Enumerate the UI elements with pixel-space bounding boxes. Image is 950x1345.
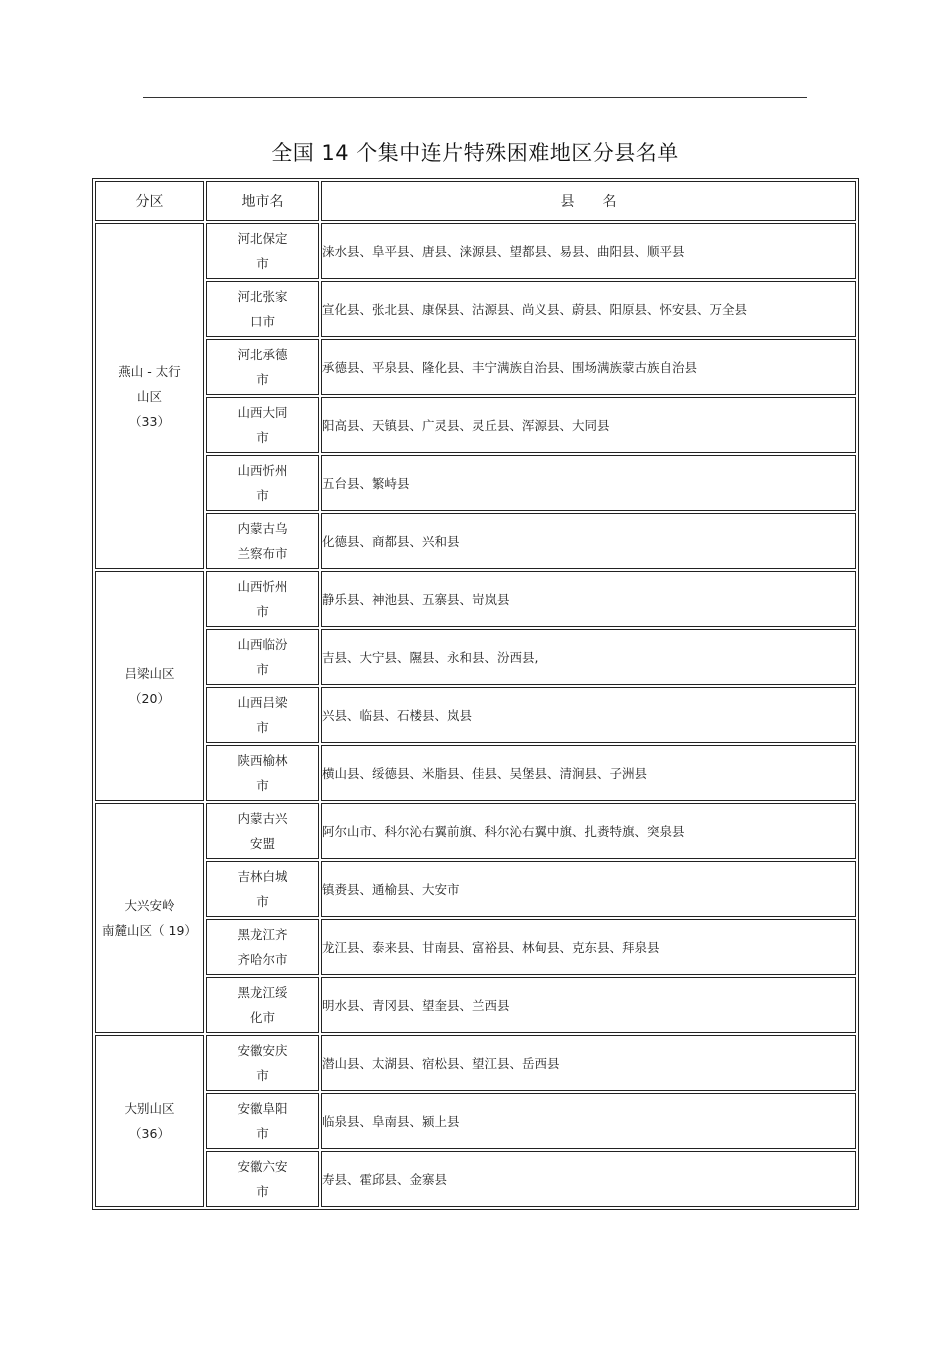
- city-name-line: 安徽阜阳: [237, 1101, 288, 1116]
- city-name-line: 山西吕梁: [237, 695, 288, 710]
- header-city: 地市名: [206, 181, 319, 221]
- city-cell: [206, 397, 319, 453]
- city-name-line: 化市: [249, 1010, 275, 1025]
- city-cell: [206, 571, 319, 627]
- table-row: [95, 223, 856, 279]
- city-cell: [206, 281, 319, 337]
- page-title: 全国 14 个集中连片特殊困难地区分县名单: [271, 141, 679, 165]
- city-name-line: 内蒙古乌: [237, 521, 288, 536]
- table-row: [95, 571, 856, 627]
- city-name-line: 山西大同: [237, 405, 288, 420]
- city-cell: [206, 455, 319, 511]
- city-name-line: 口市: [249, 314, 275, 329]
- city-name-line: 市: [256, 1068, 269, 1083]
- city-name-line: 齐哈尔市: [237, 952, 288, 967]
- city-name-line: 山西临汾: [237, 637, 288, 652]
- county-list-cell: 化德县、商都县、兴和县: [321, 513, 856, 569]
- county-list-cell: 横山县、绥德县、米脂县、佳县、吴堡县、清涧县、子洲县: [321, 745, 856, 801]
- table-row: [95, 455, 856, 511]
- table-row: [95, 745, 856, 801]
- county-list-cell: 五台县、繁峙县: [321, 455, 856, 511]
- county-list-cell: 静乐县、神池县、五寨县、岢岚县: [321, 571, 856, 627]
- table-row: [95, 513, 856, 569]
- city-name-line: 吉林白城: [237, 869, 288, 884]
- city-name-line: 安徽安庆: [237, 1043, 288, 1058]
- city-name-line: 市: [256, 662, 269, 677]
- city-name-line: 市: [256, 430, 269, 445]
- county-list-cell: 阳高县、天镇县、广灵县、灵丘县、浑源县、大同县: [321, 397, 856, 453]
- city-name-line: 市: [256, 604, 269, 619]
- region-label-line: 山区: [136, 388, 162, 404]
- region-label-line: 燕山 - 太行: [118, 363, 181, 379]
- county-list-cell: 兴县、临县、石楼县、岚县: [321, 687, 856, 743]
- region-cell: [95, 803, 204, 1033]
- city-name-line: 市: [256, 488, 269, 503]
- region-label-line: 吕梁山区: [124, 666, 175, 681]
- city-name-line: 安盟: [249, 836, 275, 851]
- city-name-line: 市: [256, 1184, 269, 1199]
- table-body: [95, 223, 856, 1207]
- table-row: [95, 1035, 856, 1091]
- city-name-line: 内蒙古兴: [237, 811, 288, 826]
- table-row: [95, 397, 856, 453]
- region-label-line: （33）: [129, 413, 170, 429]
- table-row: [95, 803, 856, 859]
- city-name-line: 黑龙江绥: [237, 985, 288, 1000]
- region-label-line: 南麓山区（ 19）: [102, 923, 197, 938]
- city-name-line: 市: [256, 1126, 269, 1141]
- county-list-cell: 吉县、大宁县、隰县、永和县、汾西县,: [321, 629, 856, 685]
- city-name-line: 山西忻州: [237, 463, 288, 478]
- county-list-cell: 涞水县、阜平县、唐县、涞源县、望都县、易县、曲阳县、顺平县: [321, 223, 856, 279]
- city-name-line: 市: [256, 778, 269, 793]
- county-list-cell: 阿尔山市、科尔沁右翼前旗、科尔沁右翼中旗、扎赉特旗、突泉县: [321, 803, 856, 859]
- table-row: [95, 977, 856, 1033]
- county-list-cell: 宣化县、张北县、康保县、沽源县、尚义县、蔚县、阳原县、怀安县、万全县: [321, 281, 856, 337]
- city-cell: [206, 1035, 319, 1091]
- table-row: [95, 339, 856, 395]
- county-list-cell: 镇赉县、通榆县、大安市: [321, 861, 856, 917]
- county-list-cell: 明水县、青冈县、望奎县、兰西县: [321, 977, 856, 1033]
- county-list-cell: 承德县、平泉县、隆化县、丰宁满族自治县、围场满族蒙古族自治县: [321, 339, 856, 395]
- city-cell: [206, 861, 319, 917]
- city-cell: [206, 1151, 319, 1207]
- table-row: [95, 687, 856, 743]
- top-rule: [143, 97, 807, 98]
- city-cell: [206, 977, 319, 1033]
- region-cell: [95, 571, 204, 801]
- county-table: [92, 178, 859, 1210]
- city-cell: [206, 687, 319, 743]
- table-row: [95, 1093, 856, 1149]
- region-label-line: 大兴安岭: [124, 898, 175, 913]
- table-header-row: [95, 181, 856, 221]
- city-cell: [206, 803, 319, 859]
- city-name-line: 河北张家: [237, 289, 288, 304]
- table-row: [95, 281, 856, 337]
- region-cell: [95, 223, 204, 569]
- county-list-cell: 寿县、霍邱县、金寨县: [321, 1151, 856, 1207]
- table-row: [95, 1151, 856, 1207]
- table-row: [95, 629, 856, 685]
- county-list-cell: 龙江县、泰来县、甘南县、富裕县、林甸县、克东县、拜泉县: [321, 919, 856, 975]
- city-name-line: 河北承德: [237, 347, 288, 362]
- region-cell: [95, 1035, 204, 1207]
- city-name-line: 兰察布市: [237, 546, 288, 561]
- region-label-line: （20）: [129, 691, 170, 706]
- city-name-line: 陕西榆林: [237, 753, 288, 768]
- city-cell: [206, 629, 319, 685]
- header-county: 县 名: [321, 181, 856, 221]
- city-name-line: 市: [256, 720, 269, 735]
- city-name-line: 安徽六安: [237, 1159, 288, 1174]
- header-region: 分区: [95, 181, 204, 221]
- county-list-cell: 潜山县、太湖县、宿松县、望江县、岳西县: [321, 1035, 856, 1091]
- city-name-line: 市: [256, 256, 269, 271]
- city-name-line: 黑龙江齐: [237, 927, 288, 942]
- city-name-line: 市: [256, 372, 269, 387]
- city-cell: [206, 919, 319, 975]
- region-label-line: 大别山区: [124, 1101, 175, 1116]
- table-row: [95, 919, 856, 975]
- city-name-line: 河北保定: [237, 231, 288, 246]
- city-cell: [206, 223, 319, 279]
- table-row: [95, 861, 856, 917]
- region-label-line: （36）: [129, 1126, 170, 1141]
- city-cell: [206, 513, 319, 569]
- county-list-cell: 临泉县、阜南县、颍上县: [321, 1093, 856, 1149]
- city-cell: [206, 745, 319, 801]
- city-cell: [206, 339, 319, 395]
- city-name-line: 山西忻州: [237, 579, 288, 594]
- city-cell: [206, 1093, 319, 1149]
- city-name-line: 市: [256, 894, 269, 909]
